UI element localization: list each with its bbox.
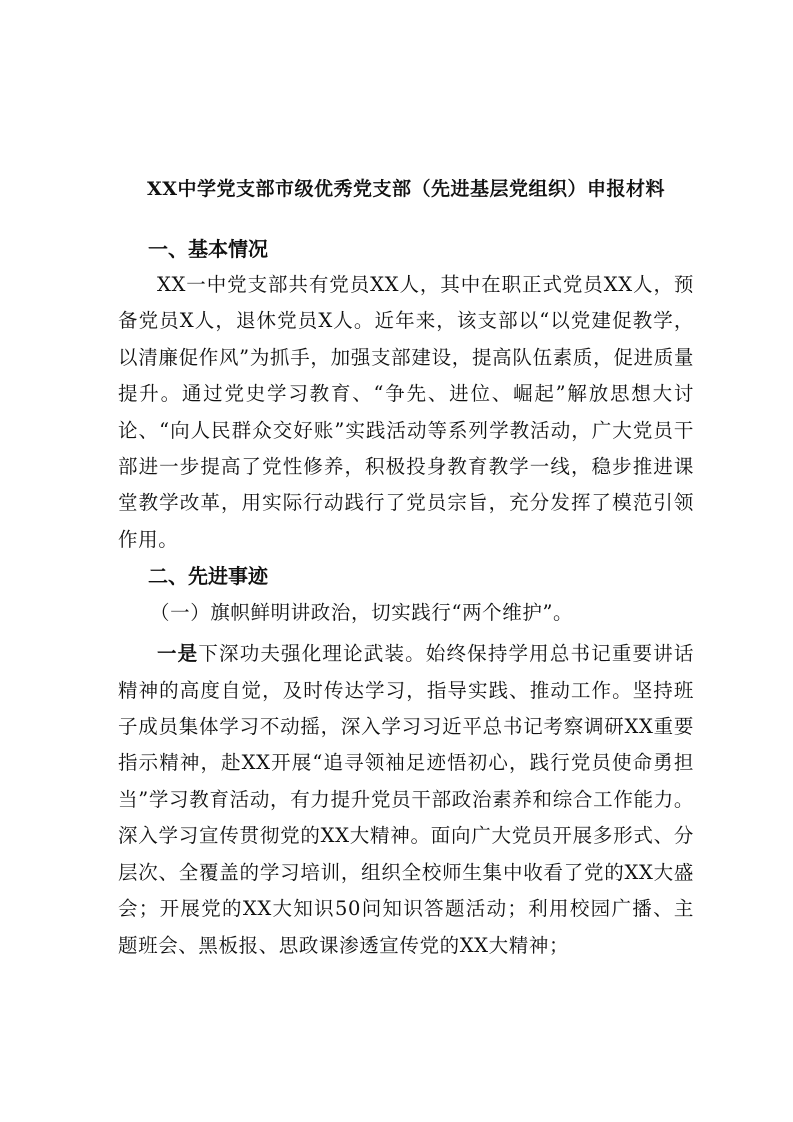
paragraph-body: 下深功夫强化理论武装。始终保持学用总书记重要讲话精神的高度自觉，及时传达学习，指导实践、推动工作。坚持班子成员集体学习不动摇，深入学习习近平总书记考察调研XX重要指示精神，赴XX开展“追寻领袖足迹悟初心，践行党员使命勇担当”学习教育活动，有力提升党员干部政治素养和综合工作能力。深入学习宣传贯彻党的XX大精神。面向广大党员开展多形式、分层次、全覆盖的学习培训，组织全校师生集中收看了党的XX大盛会；开展党的XX大知识50问知识答题活动；利用校园广播、主题班会、黑板报、思政课渗透宣传党的XX大精神；: [118, 642, 694, 957]
basic-info-paragraph: XX一中党支部共有党员XX人，其中在职正式党员XX人，预备党员X人，退休党员X人。近年来，该支部以“以党建促教学，以清廉促作风”为抓手，加强支部建设，提高队伍素质，促进质量提升。通过党史学习教育、“争先、进位、崛起”解放思想大讨论、“向人民群众交好账”实践活动等系列学教活动，广大党员干部进一步提高了党性修养，积极投身教育教学一线，稳步推进课堂教学改革，用实际行动践行了党员宗旨，充分发挥了模范引领作用。: [118, 273, 694, 551]
document-page: [118, 170, 694, 964]
section-heading-achievements: 二、先进事迹: [148, 564, 268, 589]
section-heading-basic-info: 一、基本情况: [148, 237, 268, 261]
achievements-paragraph: [118, 636, 694, 964]
document-title: XX中学党支部市级优秀党支部（先进基层党组织）申报材料: [147, 178, 665, 200]
paragraph-lead: 一是: [157, 642, 199, 666]
subsection-heading-politics: （一）旗帜鲜明讲政治，切实践行“两个维护”。: [150, 601, 574, 625]
